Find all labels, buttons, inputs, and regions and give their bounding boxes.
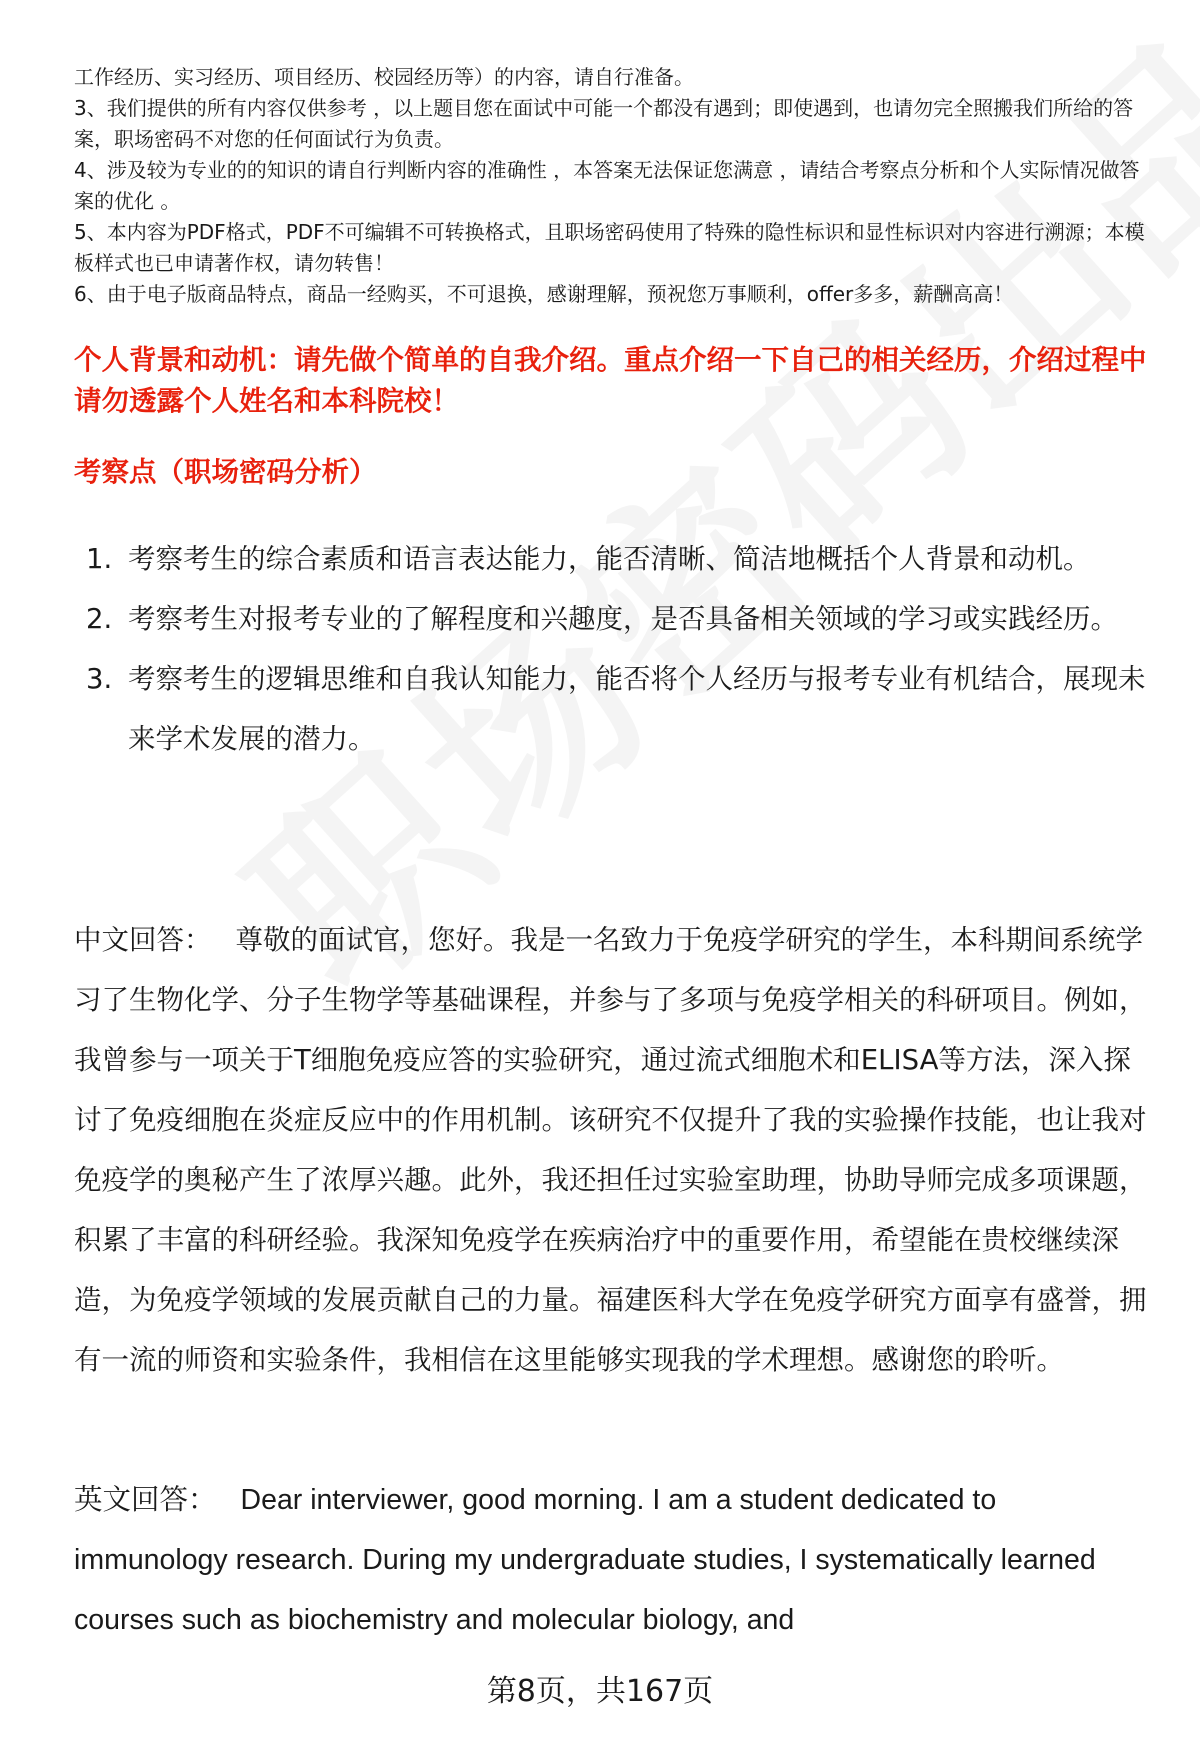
- page-number: 第8页，共167页: [486, 1674, 714, 1709]
- note-line: 6、由于电子版商品特点，商品一经购买，不可退换，感谢理解，预祝您万事顺利，offer多多，薪酬高高！: [74, 282, 1014, 306]
- chinese-answer-text: 尊敬的面试官，您好。我是一名致力于免疫学研究的学生，本科期间系统学习了生物化学、分子生物学等基础课程，并参与了多项与免疫学相关的科研项目。例如，我曾参与一项关于T细胞免疫应答的实验研究，通过流式细胞术和ELISA等方法，深入探讨了免疫细胞在炎症反应中的作用机制。该研究不仅提升了我的实验操作技能，也让我对免疫学的奥秘产生了浓厚兴趣。此外，我还担任过实验室助理，协助导师完成多项课题，积累了丰富的科研经验。我深知免疫学在疾病治疗中的重要作用，希望能在贵校继续深造，为免疫学领域的发展贡献自己的力量。福建医科大学在免疫学研究方面享有盛誉，拥有一流的师资和实验条件，我相信在这里能够实现我的学术理想。感谢您的聆听。: [74, 924, 1147, 1376]
- interview-question: 个人背景和动机：请先做个简单的自我介绍。重点介绍一下自己的相关经历，介绍过程中请勿透露个人姓名和本科院校！: [74, 344, 1147, 417]
- note-line: 4、涉及较为专业的的知识的请自行判断内容的准确性 ，本答案无法保证您满意 ，请结合考察点分析和个人实际情况做答案的优化 。: [74, 158, 1140, 213]
- list-item-text: 考察考生的逻辑思维和自我认知能力，能否将个人经历与报考专业有机结合，展现未来学术发展的潜力。: [128, 663, 1146, 755]
- disclaimer-notes: [74, 62, 1154, 310]
- list-item-number: 1.: [86, 543, 113, 575]
- chinese-answer: [74, 910, 1154, 1390]
- chinese-answer-label: 中文回答：: [74, 924, 212, 956]
- list-item-text: 考察考生对报考专业的了解程度和兴趣度，是否具备相关领域的学习或实践经历。: [128, 603, 1118, 635]
- note-line: 5、本内容为PDF格式，PDF不可编辑不可转换格式，且职场密码使用了特殊的隐性标识和显性标识对内容进行溯源；本模板样式也已申请著作权，请勿转售！: [74, 220, 1145, 275]
- analysis-points-list: [74, 529, 1154, 769]
- note-line: 工作经历、实习经历、项目经历、校园经历等）的内容，请自行准备。: [74, 65, 694, 89]
- note-line: 3、我们提供的所有内容仅供参考 ，以上题目您在面试中可能一个都没有遇到；即使遇到，也请勿完全照搬我们所给的答案，职场密码不对您的任何面试行为负责。: [74, 96, 1134, 151]
- english-answer-label: 英文回答：: [74, 1484, 217, 1516]
- list-item-number: 3.: [86, 663, 113, 695]
- english-answer: [74, 1470, 1154, 1650]
- english-answer-text: Dear interviewer, good morning. I am a student dedicated to immunology research. During my undergraduate studies, I systematically learned courses such as biochemistry and molecular biology, and: [74, 1484, 1096, 1636]
- list-item-number: 2.: [86, 603, 113, 635]
- list-item: [74, 529, 1154, 589]
- list-item-text: 考察考生的综合素质和语言表达能力，能否清晰、简洁地概括个人背景和动机。: [128, 543, 1091, 575]
- list-item: [74, 649, 1154, 769]
- list-item: [74, 589, 1154, 649]
- analysis-heading: 考察点（职场密码分析）: [74, 456, 377, 488]
